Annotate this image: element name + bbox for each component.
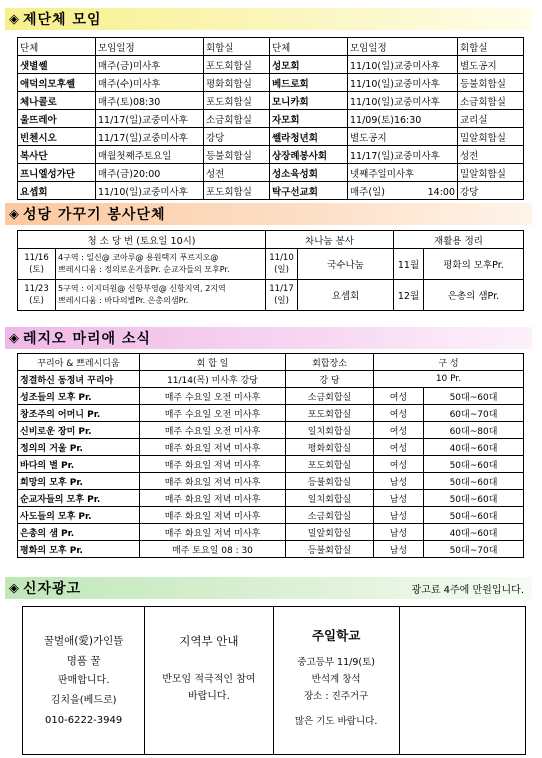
ad-school-title: 주일학교 [311,628,361,643]
curia-place: 강 당 [286,371,374,388]
section-title: 레지오 마리애 소식 [23,331,151,347]
groups-cell: 애덕의모후쎌 [18,74,96,92]
recycle-group: 평화의 모후Pr. [424,249,524,280]
pr-place: 평화회합실 [286,439,374,456]
pr-place: 소금회합실 [286,388,374,405]
pr-age: 60대~70대 [424,405,524,422]
groups-cell: 등불회합실 [204,146,270,164]
ad-honey-line: 꿀벌애(愛)가인뜰 [43,634,124,647]
groups-header: 단체 [270,38,348,56]
pr-day: 매주 수요일 오전 미사후 [140,405,286,422]
recycle-group: 은총의 샘Pr. [424,280,524,311]
pr-gender: 여성 [374,405,424,422]
pr-day: 매주 화요일 저녁 미사후 [140,456,286,473]
pr-gender: 여성 [374,422,424,439]
ad-honey [23,607,145,754]
pr-gender: 남성 [374,473,424,490]
groups-cell: 11/10(일)교중미사후 [348,56,458,74]
pr-age: 50대~60대 [424,388,524,405]
pr-age: 50대~60대 [424,456,524,473]
pr-place: 포도회합실 [286,456,374,473]
groups-cell: 교리실 [458,110,524,128]
pr-age: 60대~80대 [424,422,524,439]
tea-group: 요셉회 [298,280,394,311]
pr-age: 40대~60대 [424,524,524,541]
pr-place: 소금회합실 [286,507,374,524]
pr-age: 50대~60대 [424,473,524,490]
pr-day: 매주 화요일 저녁 미사후 [140,507,286,524]
section-header-ads [5,577,532,599]
recycle-month: 12월 [394,280,424,311]
pr-gender: 여성 [374,456,424,473]
pr-place: 일치회합실 [286,422,374,439]
legio-header: 회 합 일 [140,354,286,371]
diamond-icon: ◈ [9,580,19,596]
ads-row [22,606,526,755]
section-header-service [5,203,532,225]
pr-name: 바다의 별 Pr. [18,456,140,473]
pr-name: 사도들의 모후 Pr. [18,507,140,524]
ad-school-line: 중고등부 11/9(토) [297,657,375,668]
diamond-icon: ◈ [9,206,19,222]
tea-date: 11/17 (일) [266,280,298,311]
groups-cell: 11/09(토)16:30 [348,110,458,128]
header-recycle: 재활용 정리 [394,231,524,249]
section-header-groups [5,8,532,30]
ad-region-title: 지역부 안내 [179,634,239,648]
curia-day: 11/14(목) 미사후 강당 [140,371,286,388]
legio-table [17,353,524,558]
pr-day: 매주 화요일 저녁 미사후 [140,473,286,490]
pr-name: 창조주의 어머니 Pr. [18,405,140,422]
groups-cell: 밀알회합실 [458,128,524,146]
pr-gender: 남성 [374,541,424,558]
groups-cell: 소금회합실 [458,92,524,110]
ad-school-line: 많은 기도 바랍니다. [294,716,378,727]
ad-honey-line: 판매합니다. [57,674,110,686]
header-clean: 청 소 당 번 (토요일 10시) [18,231,266,249]
ad-honey-line: 명품 꿀 [66,654,101,667]
pr-name: 희망의 모후 Pr. [18,473,140,490]
section-header-legio [5,327,532,349]
pr-place: 등불회합실 [286,541,374,558]
pr-place: 포도회합실 [286,405,374,422]
groups-cell: 11/10(일)교중미사후 [348,92,458,110]
groups-cell: 복사단 [18,146,96,164]
groups-cell: 넷째주일미사후 [348,164,458,182]
pr-place: 일치회합실 [286,490,374,507]
groups-cell: 소금회합실 [204,110,270,128]
ad-school [274,607,400,754]
pr-day: 매주 화요일 저녁 미사후 [140,439,286,456]
section-title: 제단체 모임 [23,12,102,28]
groups-header: 단체 [18,38,96,56]
groups-header: 모임일정 [96,38,204,56]
header-tea: 차나눔 봉사 [266,231,394,249]
pr-day: 매주 화요일 저녁 미사후 [140,524,286,541]
pr-age: 40대~60대 [424,439,524,456]
groups-cell: 별도공지 [458,56,524,74]
ads-fee-note: 광고료 4주에 만원입니다. [411,584,524,596]
pr-day: 매주 수요일 오전 미사후 [140,388,286,405]
groups-cell: 평화회합실 [204,74,270,92]
groups-cell: 울뜨레아 [18,110,96,128]
groups-header: 모임일정 [348,38,458,56]
ad-honey-line: 김치을(베드로) [50,694,117,706]
recycle-month: 11월 [394,249,424,280]
groups-cell: 성모회 [270,56,348,74]
groups-cell: 성전 [204,164,270,182]
service-date: 11/16 (토) [18,249,56,280]
diamond-icon: ◈ [9,11,19,27]
groups-cell: 요셉회 [18,182,96,200]
groups-cell: 성소육성회 [270,164,348,182]
legio-header: 구 성 [374,354,524,371]
groups-cell: 별도공지 [348,128,458,146]
groups-cell: 쎌라청년회 [270,128,348,146]
ad-honey-phone: 010-6222-3949 [45,714,123,726]
pr-name: 순교자들의 모후 Pr. [18,490,140,507]
groups-cell: 밀알회합실 [458,164,524,182]
tea-date: 11/10 (일) [266,249,298,280]
tea-group: 국수나눔 [298,249,394,280]
groups-cell: 모니카회 [270,92,348,110]
legio-header: 꾸리아 & 쁘레시디움 [18,354,140,371]
groups-cell: 포도회합실 [204,182,270,200]
pr-name: 신비로운 장미 Pr. [18,422,140,439]
pr-place: 밀알회합실 [286,524,374,541]
groups-cell: 상장례봉사회 [270,146,348,164]
pr-age: 50대~60대 [424,490,524,507]
groups-cell: 매주(일) 14:00 [348,182,458,200]
pr-day: 매주 화요일 저녁 미사후 [140,490,286,507]
service-detail: 4구역 : 일신@ 코아루@ 용원택지 푸르지오@ 쁘레시디움 : 정의로운거울Pr. 순교자들의 모후Pr. [56,249,266,280]
groups-cell: 포도회합실 [204,92,270,110]
groups-cell: 11/17(일)교중미사후 [96,128,204,146]
groups-cell: 프니엘성가단 [18,164,96,182]
ad-empty [400,607,525,754]
section-title: 성당 가꾸기 봉사단체 [23,207,166,223]
pr-age: 50대~70대 [424,541,524,558]
ad-region [145,607,273,754]
ad-region-body: 반모임 적극적인 참여 바랍니다. [162,674,256,702]
groups-cell: 베드로회 [270,74,348,92]
groups-cell: 빈첸시오 [18,128,96,146]
groups-cell: 포도회합실 [204,56,270,74]
groups-cell: 체나콜로 [18,92,96,110]
pr-gender: 남성 [374,490,424,507]
groups-cell: 등불회합실 [458,74,524,92]
pr-gender: 여성 [374,388,424,405]
curia-comp: 10 Pr. [374,371,524,388]
pr-day: 매주 수요일 오전 미사후 [140,422,286,439]
groups-cell: 매주(수)미사후 [96,74,204,92]
pr-name: 평화의 모후 Pr. [18,541,140,558]
legio-header: 회합장소 [286,354,374,371]
pr-age: 50대~60대 [424,507,524,524]
service-date: 11/23 (토) [18,280,56,311]
groups-cell: 11/10(일)교중미사후 [96,182,204,200]
pr-gender: 남성 [374,507,424,524]
groups-table [17,37,524,200]
service-detail: 5구역 : 이지더원@ 신항부영@ 신항지역, 2지역 쁘레시디움 : 바다의별Pr. 은총의샘Pr. [56,280,266,311]
pr-name: 정의의 거울 Pr. [18,439,140,456]
pr-name: 은총의 샘 Pr. [18,524,140,541]
pr-place: 등불회합실 [286,473,374,490]
ad-school-line: 장소 : 진주거구 [303,691,369,702]
groups-cell: 성전 [458,146,524,164]
pr-day: 매주 토요일 08 : 30 [140,541,286,558]
pr-gender: 남성 [374,524,424,541]
groups-cell: 강당 [458,182,524,200]
diamond-icon: ◈ [9,330,19,346]
groups-cell: 자모회 [270,110,348,128]
groups-cell: 강당 [204,128,270,146]
ad-school-line: 반석계 창석 [311,674,361,685]
pr-gender: 여성 [374,439,424,456]
groups-cell: 매주(토)08:30 [96,92,204,110]
service-table [17,230,524,311]
groups-header: 회합실 [204,38,270,56]
groups-cell: 11/17(일)교중미사후 [96,110,204,128]
curia-name: 정결하신 동정녀 꾸리아 [18,371,140,388]
groups-cell: 매주(금)20:00 [96,164,204,182]
pr-name: 성조들의 모후 Pr. [18,388,140,405]
section-title: 신자광고 [23,581,82,597]
groups-cell: 샛별쎌 [18,56,96,74]
groups-cell: 탁구선교회 [270,182,348,200]
groups-cell: 11/10(일)교중미사후 [348,74,458,92]
groups-cell: 매주(금)미사후 [96,56,204,74]
groups-cell: 11/17(일)교중미사후 [348,146,458,164]
groups-cell: 매월첫째주토요일 [96,146,204,164]
groups-header: 회합실 [458,38,524,56]
